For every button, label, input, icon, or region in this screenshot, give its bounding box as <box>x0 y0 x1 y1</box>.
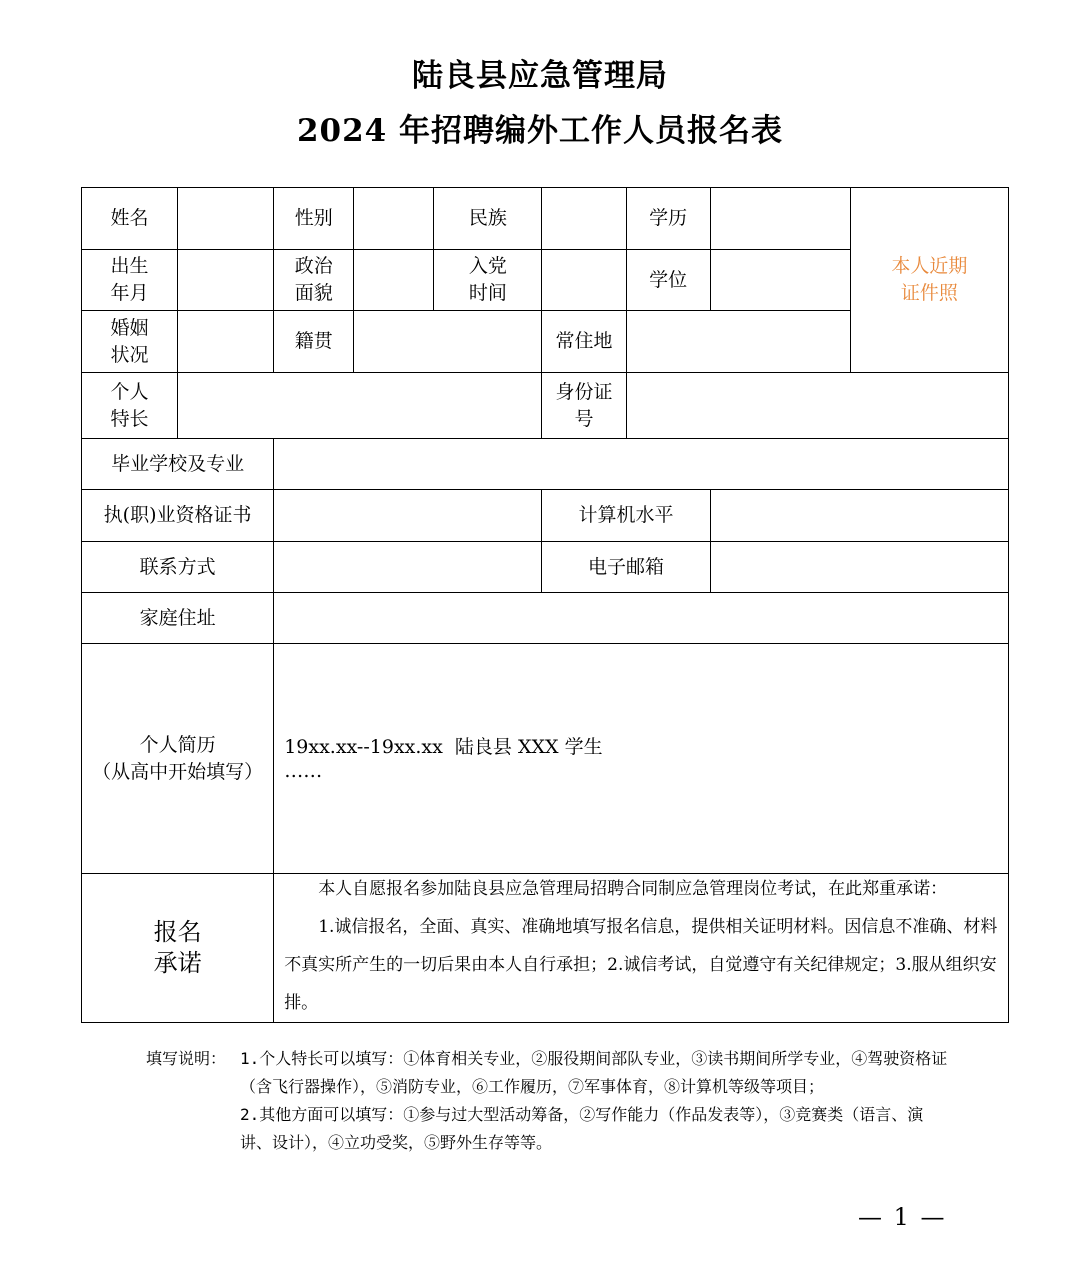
label-political-line1: 政治 <box>294 255 333 277</box>
photo-placeholder[interactable] <box>850 188 1008 373</box>
filling-instructions <box>146 1045 966 1157</box>
field-gender[interactable] <box>354 188 434 250</box>
label-pledge-line1: 报名 <box>153 918 202 946</box>
photo-text-line2: 证件照 <box>900 282 958 304</box>
label-email: 电子邮箱 <box>542 542 710 593</box>
label-resume-line2: （从高中开始填写） <box>92 760 264 783</box>
label-ethnicity: 民族 <box>434 188 542 250</box>
resume-entry: 19xx.xx--19xx.xx 陆良县 XXX 学生 <box>284 735 603 758</box>
label-specialty-line2: 特长 <box>110 407 149 430</box>
label-birth <box>82 250 178 311</box>
field-address[interactable] <box>274 593 1009 644</box>
field-native-place[interactable] <box>354 311 542 373</box>
field-id-number[interactable] <box>626 373 1008 439</box>
label-party-line1: 入党 <box>468 255 507 277</box>
pledge-text <box>274 874 1009 1023</box>
label-pledge <box>82 874 274 1023</box>
field-political[interactable] <box>354 250 434 311</box>
field-specialty[interactable] <box>178 373 542 439</box>
label-specialty <box>82 373 178 439</box>
label-party-date <box>434 250 542 311</box>
field-birth[interactable] <box>178 250 274 311</box>
registration-form-table <box>81 187 1009 1023</box>
label-residence: 常住地 <box>542 311 626 373</box>
label-address: 家庭住址 <box>82 593 274 644</box>
field-resume[interactable] <box>274 644 1009 874</box>
instructions-lead: 填写说明： <box>146 1049 227 1068</box>
label-contact: 联系方式 <box>82 542 274 593</box>
label-computer-level: 计算机水平 <box>542 490 710 542</box>
label-party-line2: 时间 <box>468 282 507 304</box>
label-political-line2: 面貌 <box>294 282 333 304</box>
pledge-paragraph-2: 1.诚信报名，全面、真实、准确地填写报名信息，提供相关证明材料。因信息不准确、材料不真实所产生的一切后果由本人自行承担；2.诚信考试，自觉遵守有关纪律规定；3.服从组织安排。 <box>284 917 998 1013</box>
label-name: 姓名 <box>82 188 178 250</box>
label-resume <box>82 644 274 874</box>
label-id-line1: 身份证 <box>555 380 613 403</box>
form-title-line2: 2024 年招聘编外工作人员报名表 <box>296 113 784 149</box>
field-degree[interactable] <box>710 250 850 311</box>
instructions-item-2: 2.其他方面可以填写：①参与过大型活动筹备，②写作能力（作品发表等），③竞赛类（语言、演讲、设计），④立功受奖，⑤野外生存等等。 <box>240 1105 924 1152</box>
label-marital-line2: 状况 <box>110 343 149 366</box>
label-birth-line2: 年月 <box>110 282 149 304</box>
label-native-place: 籍贯 <box>274 311 354 373</box>
label-political <box>274 250 354 311</box>
label-id-line2: 号 <box>574 407 594 430</box>
field-residence[interactable] <box>626 311 850 373</box>
label-resume-line1: 个人简历 <box>139 733 216 756</box>
label-marital-line1: 婚姻 <box>110 316 149 339</box>
label-marital <box>82 311 178 373</box>
field-certificate[interactable] <box>274 490 542 542</box>
label-gender: 性别 <box>274 188 354 250</box>
field-ethnicity[interactable] <box>542 188 626 250</box>
photo-text-line1: 本人近期 <box>891 255 968 277</box>
pledge-paragraph-1: 本人自愿报名参加陆良县应急管理局招聘合同制应急管理岗位考试，在此郑重承诺： <box>318 879 948 899</box>
page-number: — 1 — <box>858 1203 947 1231</box>
label-specialty-line1: 个人 <box>110 380 149 403</box>
label-education: 学历 <box>626 188 710 250</box>
label-id-number <box>542 373 626 439</box>
label-certificate: 执(职)业资格证书 <box>82 490 274 542</box>
label-birth-line1: 出生 <box>110 255 149 277</box>
field-party-date[interactable] <box>542 250 626 311</box>
field-school-major[interactable] <box>274 439 1009 490</box>
field-education[interactable] <box>710 188 850 250</box>
resume-ellipsis: …… <box>284 759 323 782</box>
label-pledge-line2: 承诺 <box>153 949 202 977</box>
instructions-item-1: 1.个人特长可以填写：①体育相关专业，②服役期间部队专业，③读书期间所学专业，④驾驶资格证（含飞行器操作），⑤消防专业，⑥工作履历，⑦军事体育，⑧计算机等级等项目； <box>240 1049 948 1096</box>
label-school-major: 毕业学校及专业 <box>82 439 274 490</box>
field-computer-level[interactable] <box>710 490 1008 542</box>
field-email[interactable] <box>710 542 1008 593</box>
label-degree: 学位 <box>626 250 710 311</box>
field-name[interactable] <box>178 188 274 250</box>
field-contact[interactable] <box>274 542 542 593</box>
field-marital[interactable] <box>178 311 274 373</box>
form-title-line1: 陆良县应急管理局 <box>412 58 668 94</box>
